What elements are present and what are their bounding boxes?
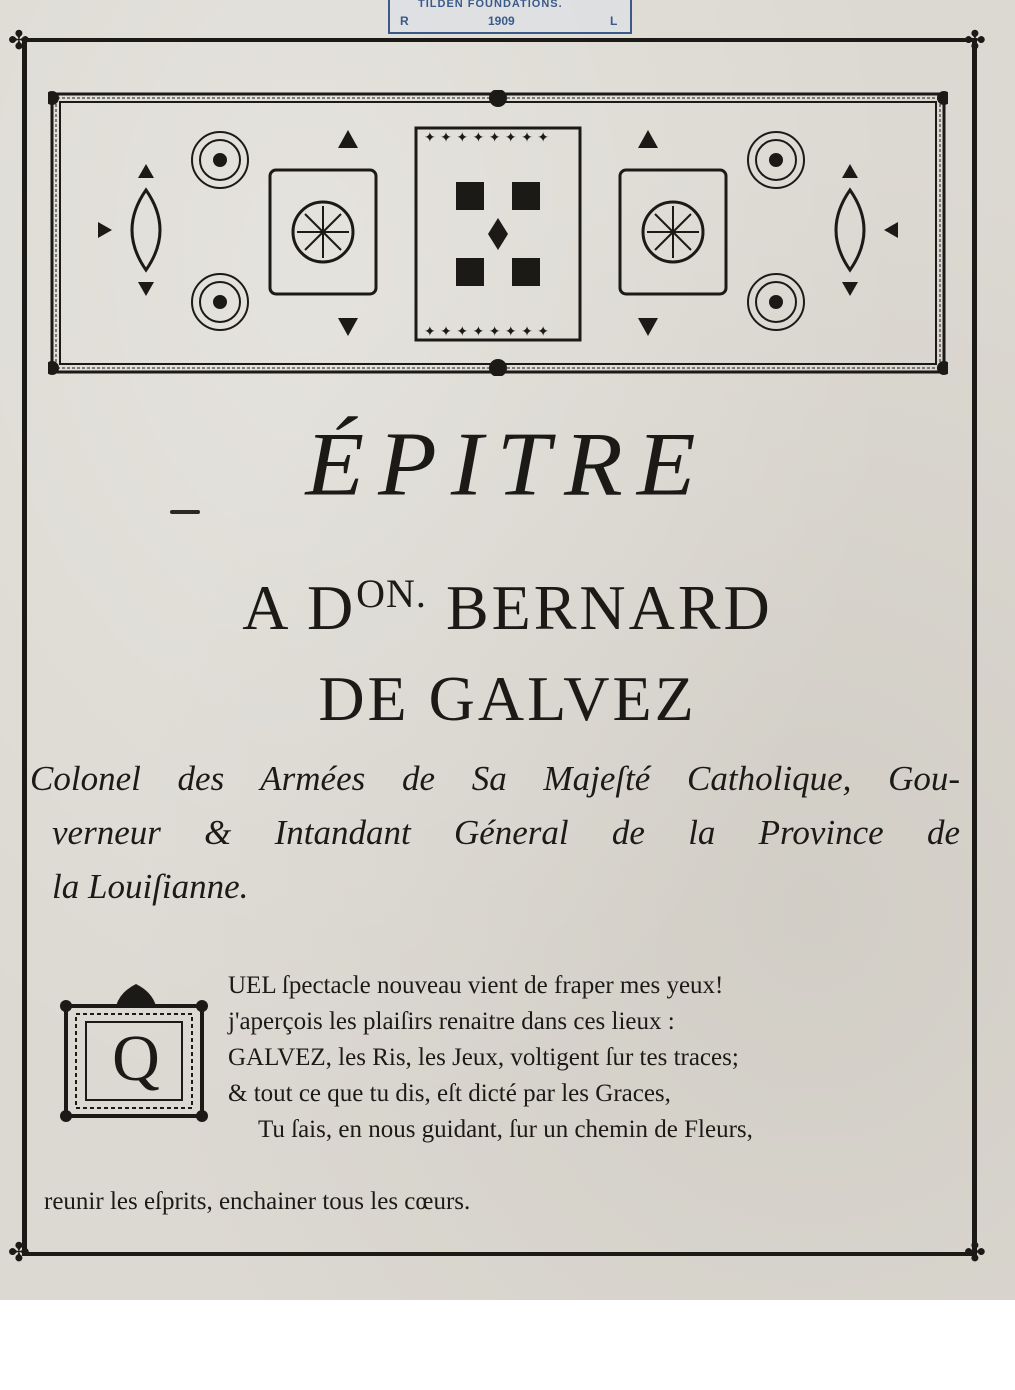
dropcap-letter: Q xyxy=(112,1022,160,1095)
stamp-right-letter: L xyxy=(610,14,618,28)
verse-block xyxy=(228,968,968,1148)
corner-ornament-icon: ✤ xyxy=(964,1238,986,1267)
verse-line: UEL ſpectacle nouveau vient de fraper mes yeux! xyxy=(228,972,724,999)
subtitle-line: Colonel des Armées de Sa Majeſté Catholique, Gou- xyxy=(30,759,960,798)
verse-line: & tout ce que tu dis, eſt dicté par les Graces, xyxy=(228,1080,671,1107)
verse-line: Tu ſais, en nous guidant, ſur un chemin de Fleurs, xyxy=(258,1116,753,1143)
stamp-text: TILDEN FOUNDATIONS. xyxy=(418,0,563,10)
addressee-superscript: ON. xyxy=(356,571,427,616)
ink-mark xyxy=(170,510,200,514)
subtitle xyxy=(30,752,960,914)
subtitle-line: la Louiſianne. xyxy=(52,867,249,906)
corner-ornament-icon: ✤ xyxy=(964,26,986,55)
svg-text:✦ ✦ ✦ ✦ ✦ ✦ ✦ ✦: ✦ ✦ ✦ ✦ ✦ ✦ ✦ ✦ xyxy=(424,324,549,340)
stamp-left-letter: R xyxy=(400,14,409,28)
verse-line: j'aperçois les plaiſirs renaitre dans ces lieux : xyxy=(228,1008,675,1035)
corner-ornament-icon: ✤ xyxy=(8,26,30,55)
verse-line: GALVEZ, les Ris, les Jeux, voltigent ſur tes traces; xyxy=(228,1044,739,1071)
corner-ornament-icon: ✤ xyxy=(8,1238,30,1267)
verse-line: reunir les eſprits, enchainer tous les cœurs. xyxy=(44,1188,471,1215)
headpiece-ornament xyxy=(48,90,948,376)
lattice-ornament-icon xyxy=(456,182,540,286)
addressee-line-1 xyxy=(0,570,1015,645)
addressee-line-2: DE GALVEZ xyxy=(318,663,697,734)
addressee-prefix: A D xyxy=(242,572,357,643)
star-border-icon xyxy=(424,130,549,340)
stamp-year: 1909 xyxy=(488,14,515,28)
library-stamp xyxy=(388,0,632,34)
page-title: ÉPITRE xyxy=(305,412,710,515)
addressee-name-first: BERNARD xyxy=(445,572,773,643)
svg-text:✦ ✦ ✦ ✦ ✦ ✦ ✦ ✦: ✦ ✦ ✦ ✦ ✦ ✦ ✦ ✦ xyxy=(424,130,549,146)
dropcap xyxy=(60,982,212,1122)
subtitle-line: verneur & Intandant Géneral de la Province de xyxy=(52,813,960,852)
